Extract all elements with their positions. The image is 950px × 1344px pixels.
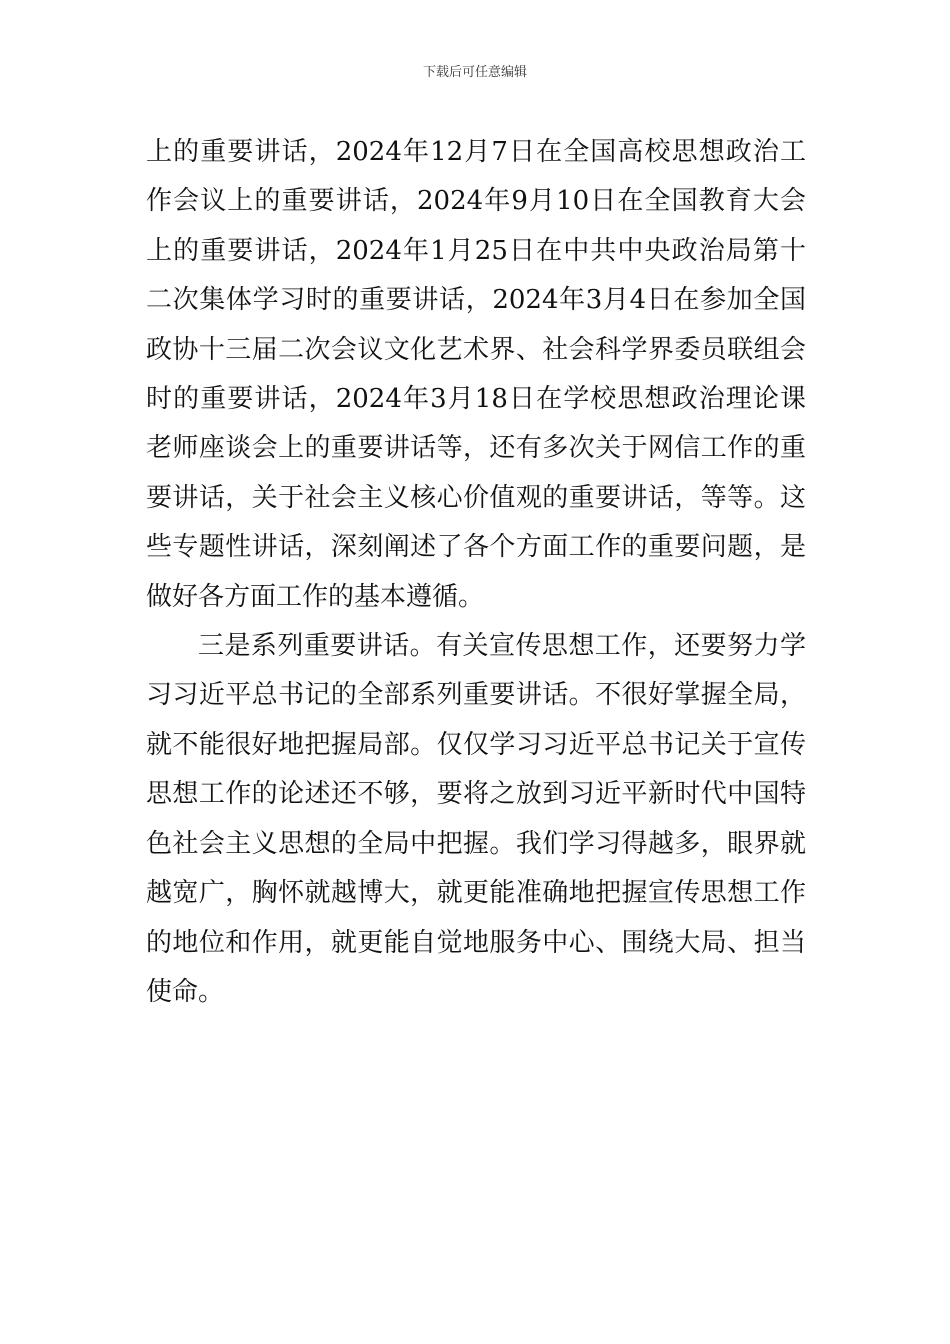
paragraph-series-speeches: 三是系列重要讲话。有关宣传思想工作，还要努力学习习近平总书记的全部系列重要讲话。不很好掌握全局，就不能很好地把握局部。仅仅学习习近平总书记关于宣传思想工作的论述还不够，要将之放到习近平新时代中国特色社会主义思想的全局中把握。我们学习得越多，眼界就越宽广，胸怀就越博大，就更能准确地把握宣传思想工作的地位和作用，就更能自觉地服务中心、围绕大局、担当使命。 bbox=[146, 631, 806, 1007]
page-header-note: 下载后可任意编辑 bbox=[422, 65, 527, 80]
paragraph-continuation: 上的重要讲话，2024年12月7日在全国高校思想政治工作会议上的重要讲话，2024年9月10日在全国教育大会上的重要讲话，2024年1月25日在中共中央政治局第十二次集体学习时的重要讲话，2024年3月4日在参加全国政协十三届二次会议文化艺术界、社会科学界委员联组会时的重要讲话，2024年3月18日在学校思想政治理论课老师座谈会上的重要讲话等，还有多次关于网信工作的重要讲话，关于社会主义核心价值观的重要讲话，等等。这些专题性讲话，深刻阐述了各个方面工作的重要问题，是做好各方面工作的基本遵循。 bbox=[146, 137, 806, 612]
document-body bbox=[146, 128, 806, 1017]
